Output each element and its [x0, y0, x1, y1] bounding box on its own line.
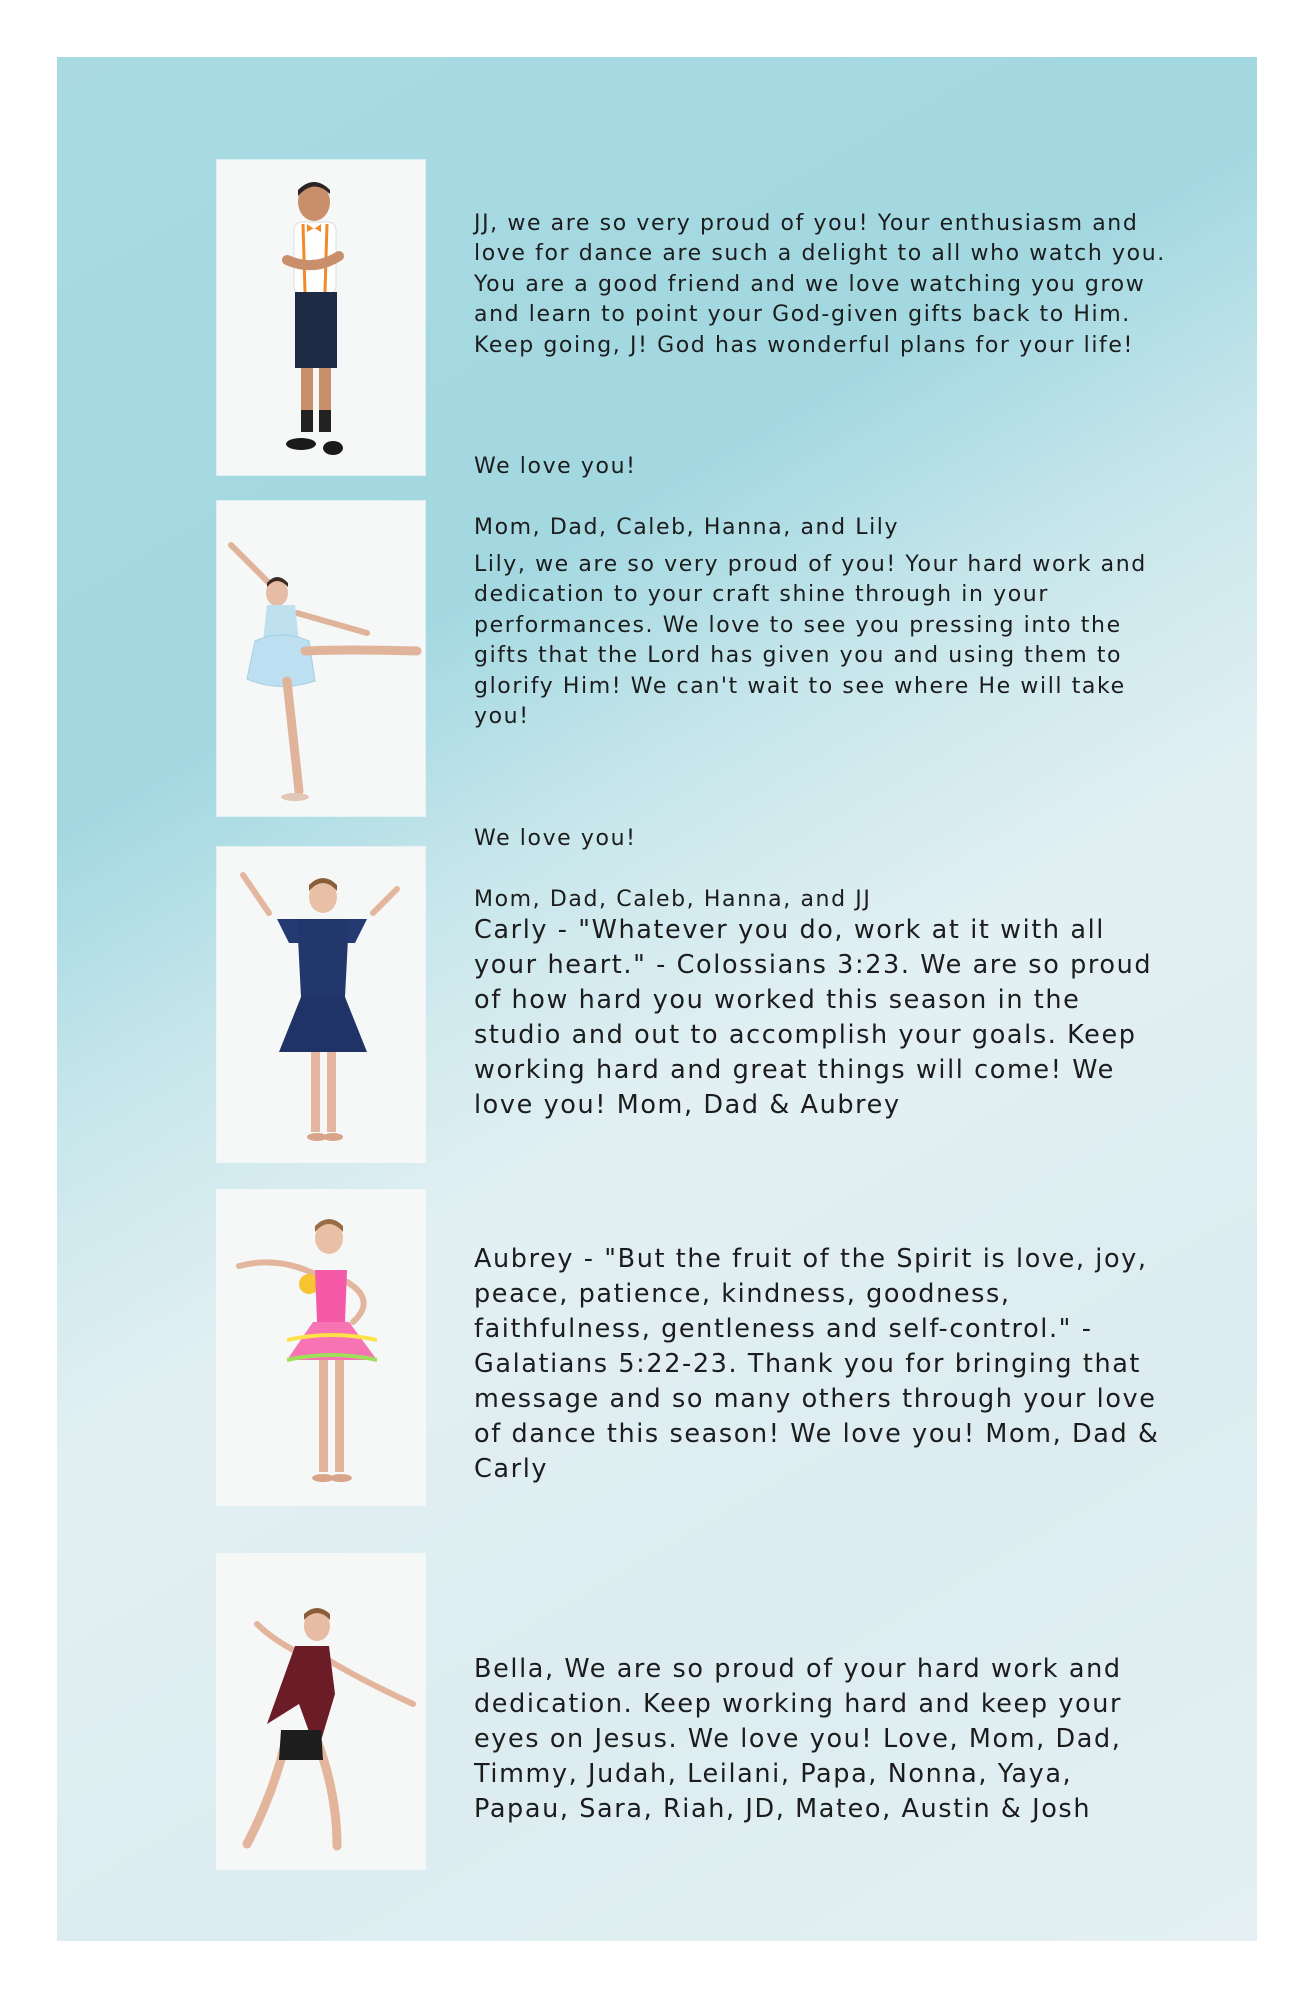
- message-signature: Mom, Dad, Caleb, Hanna, and Lily: [474, 515, 900, 540]
- message-body: Carly - "Whatever you do, work at it with all your heart." - Colossians 3:23. We are so proud of how hard you worked this season in the studio and out to accomplish your goals. Keep working hard and great things will come! We love you! Mom, Dad & Aubrey: [474, 915, 1153, 1120]
- message-body: Bella, We are so proud of your hard work and dedication. Keep working hard and keep your eyes on Jesus. We love you! Love, Mom, Dad, Timmy, Judah, Leilani, Papa, Nonna, Yaya, Papau, Sara, Riah, JD, Mateo, Austin & Josh: [474, 1654, 1123, 1824]
- message-body: Aubrey - "But the fruit of the Spirit is love, joy, peace, patience, kindness, goodness, faithfulness, gentleness and self-control." - Galatians 5:22-23. Thank you for bringing that message and so many others through your love of dance this season! We love you! Mom, Dad & Carly: [474, 1244, 1160, 1484]
- navy-dress-dancer-photo: [217, 847, 425, 1162]
- ad-page: [57, 57, 1257, 1941]
- message-closing: We love you!: [474, 825, 637, 851]
- dancer-message: [474, 1617, 1174, 1862]
- ballerina-arabesque-icon: [217, 501, 425, 816]
- message-closing: We love you!: [474, 454, 637, 479]
- message-body: JJ, we are so very proud of you! Your enthusiasm and love for dance are such a delight to all who watch you. You are a good friend and we love watching you grow and learn to point your God-given gifts back to Him. Keep going, J! God has wonderful plans for your life!: [474, 210, 1166, 358]
- navy-dress-dancer-icon: [217, 847, 425, 1162]
- maroon-costume-dancer-icon: [217, 1554, 425, 1869]
- maroon-costume-dancer-photo: [217, 1554, 425, 1869]
- ballerina-arabesque-photo: [217, 501, 425, 816]
- dancer-message: [474, 178, 1174, 574]
- dancer-message: [474, 1207, 1174, 1522]
- message-signature: Mom, Dad, Caleb, Hanna, and JJ: [474, 886, 872, 912]
- pink-tutu-dancer-photo: [217, 1190, 425, 1505]
- pink-tutu-dancer-icon: [217, 1190, 425, 1505]
- dancer-message: [474, 878, 1174, 1158]
- message-body: Lily, we are so very proud of you! Your hard work and dedication to your craft shine through in your performances. We love to see you pressing into the gifts that the Lord has given you and using them to glorify Him! We can't wait to see where He will take you!: [474, 551, 1147, 729]
- boy-dancer-photo: [217, 160, 425, 475]
- boy-dancer-icon: [217, 160, 425, 475]
